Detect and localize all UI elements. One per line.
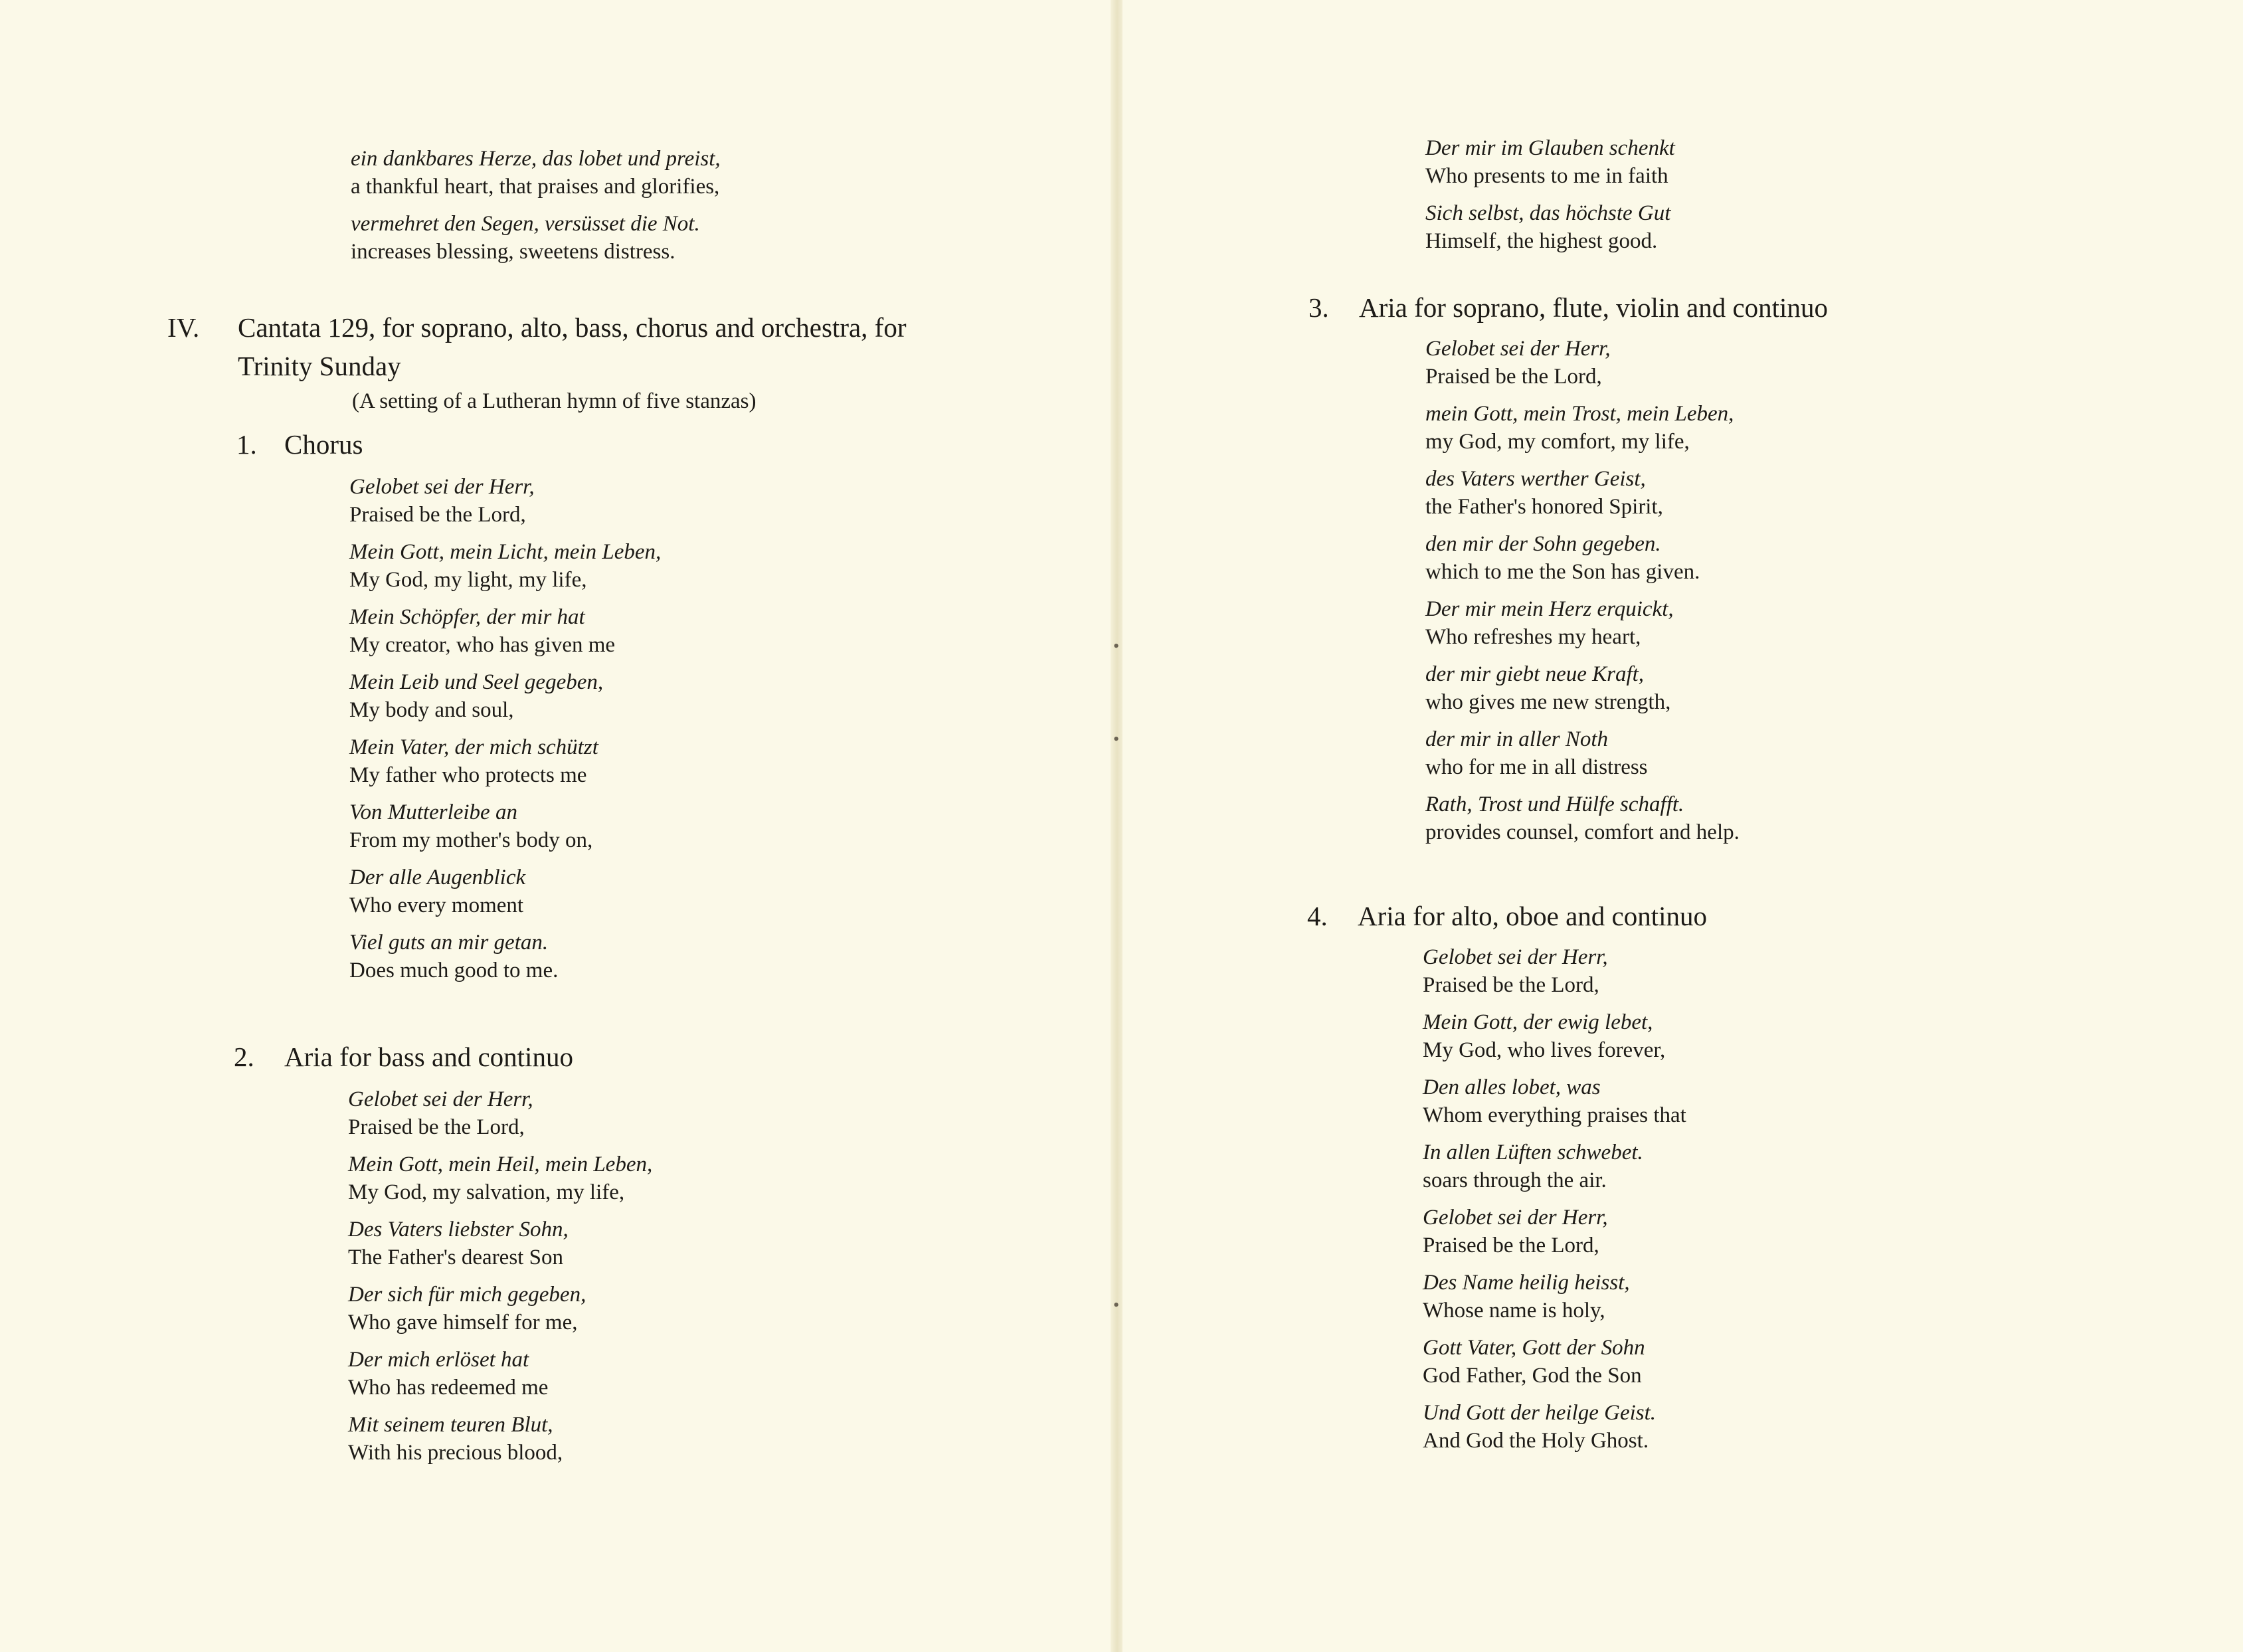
english-line: Who gave himself for me, [348, 1311, 578, 1334]
english-line: increases blessing, sweetens distress. [351, 240, 675, 264]
section2-title: Aria for bass and continuo [284, 1042, 573, 1072]
german-line: den mir der Sohn gegeben. [1425, 532, 1661, 556]
section3-verses [1425, 335, 1740, 856]
gutter-mark: • [1113, 636, 1120, 656]
verse-pair [348, 1085, 652, 1141]
english-line: soars through the air. [1423, 1168, 1607, 1192]
english-line: Whom everything praises that [1423, 1103, 1686, 1127]
german-line: Der mir im Glauben schenkt [1425, 136, 1675, 160]
cantata-numeral: IV. [167, 312, 200, 343]
section1-verses [349, 473, 661, 994]
english-line: Praised be the Lord, [1425, 365, 1602, 389]
english-line: my God, my comfort, my life, [1425, 430, 1690, 454]
english-line: Praised be the Lord, [348, 1115, 525, 1139]
verse-pair [1423, 1269, 1686, 1325]
german-line: Gott Vater, Gott der Sohn [1423, 1336, 1645, 1360]
verse-pair [349, 864, 661, 919]
verse-pair [1423, 1139, 1686, 1194]
verse-pair [1425, 725, 1740, 781]
german-line: Und Gott der heilge Geist. [1423, 1401, 1657, 1425]
english-line: who for me in all distress [1425, 755, 1648, 779]
german-line: Den alles lobet, was [1423, 1075, 1601, 1099]
german-line: Mein Gott, mein Heil, mein Leben, [348, 1152, 653, 1176]
verse-pair [349, 473, 661, 529]
english-line: Himself, the highest good. [1425, 229, 1658, 253]
german-line: Sich selbst, das höchste Gut [1425, 201, 1671, 225]
verse-pair [1423, 1204, 1686, 1259]
german-line: Mein Leib und Seel gegeben, [349, 670, 604, 694]
german-line: Mit seinem teuren Blut, [348, 1413, 553, 1437]
verse-pair [1423, 1008, 1686, 1064]
verse-pair [351, 210, 721, 266]
section2-verses [348, 1085, 652, 1476]
verse-pair [1423, 1334, 1686, 1390]
german-line: Mein Gott, der ewig lebet, [1423, 1010, 1653, 1034]
verse-pair [348, 1346, 652, 1402]
english-line: Who has redeemed me [348, 1376, 549, 1400]
section3-title: Aria for soprano, flute, violin and continuo [1359, 292, 1828, 323]
german-line: In allen Lüften schwebet. [1423, 1141, 1643, 1164]
verse-pair [1425, 530, 1740, 586]
german-line: des Vaters werther Geist, [1425, 467, 1646, 491]
german-line: Gelobet sei der Herr, [1425, 337, 1611, 361]
verse-pair [348, 1281, 652, 1336]
english-line: Praised be the Lord, [1423, 1234, 1599, 1257]
german-line: vermehret den Segen, versüsset die Not. [351, 212, 700, 236]
english-line: the Father's honored Spirit, [1425, 495, 1663, 519]
english-line: which to me the Son has given. [1425, 560, 1700, 584]
german-line: Viel guts an mir getan. [349, 931, 549, 955]
english-line: My God, my salvation, my life, [348, 1180, 625, 1204]
german-line: Des Vaters liebster Sohn, [348, 1218, 569, 1241]
german-line: Gelobet sei der Herr, [349, 475, 535, 499]
english-line: Who every moment [349, 893, 524, 917]
verse-pair [1425, 660, 1740, 716]
german-line: der mir giebt neue Kraft, [1425, 662, 1645, 686]
section3-number: 3. [1308, 292, 1329, 323]
gutter-mark: • [1113, 729, 1120, 749]
verse-pair [349, 929, 661, 984]
english-line: who gives me new strength, [1425, 690, 1671, 714]
intro-verses [351, 145, 721, 275]
german-line: ein dankbares Herze, das lobet und preist, [351, 147, 721, 171]
verse-pair [1425, 199, 1675, 255]
english-line: My father who protects me [349, 763, 587, 787]
german-line: Mein Schöpfer, der mir hat [349, 605, 585, 629]
english-line: My body and soul, [349, 698, 514, 722]
verse-pair [349, 798, 661, 854]
english-line: Whose name is holy, [1423, 1299, 1605, 1323]
english-line: provides counsel, comfort and help. [1425, 820, 1740, 844]
english-line: With his precious blood, [348, 1441, 563, 1465]
german-line: Der mich erlöset hat [348, 1348, 529, 1372]
verse-pair [349, 538, 661, 594]
verse-pair [348, 1216, 652, 1271]
section1-number: 1. [236, 429, 257, 460]
verse-pair [1423, 943, 1686, 999]
section4-title: Aria for alto, oboe and continuo [1358, 901, 1708, 931]
german-line: Der alle Augenblick [349, 866, 526, 889]
english-line: My God, who lives forever, [1423, 1038, 1666, 1062]
gutter-mark: • [1113, 1295, 1120, 1315]
german-line: Von Mutterleibe an [349, 800, 517, 824]
verse-pair [351, 145, 721, 201]
english-line: My God, my light, my life, [349, 568, 587, 592]
verse-pair [1425, 400, 1740, 456]
cantata-title-line1: Cantata 129, for soprano, alto, bass, chorus and orchestra, for [238, 312, 907, 343]
section4-number: 4. [1307, 901, 1328, 931]
verse-pair [1425, 465, 1740, 521]
verse-pair [349, 733, 661, 789]
german-line: Mein Gott, mein Licht, mein Leben, [349, 540, 662, 564]
verse-pair [348, 1150, 652, 1206]
section1-title: Chorus [284, 429, 363, 460]
english-line: Who refreshes my heart, [1425, 625, 1641, 649]
german-line: Der sich für mich gegeben, [348, 1283, 586, 1307]
cantata-title-line2: Trinity Sunday [238, 351, 401, 381]
english-line: My creator, who has given me [349, 633, 616, 657]
verse-pair [348, 1411, 652, 1467]
english-line: From my mother's body on, [349, 828, 593, 852]
german-line: mein Gott, mein Trost, mein Leben, [1425, 402, 1734, 426]
section4-verses [1423, 943, 1686, 1464]
verse-pair [1425, 335, 1740, 391]
verse-pair [349, 603, 661, 659]
verse-pair [349, 668, 661, 724]
english-line: And God the Holy Ghost. [1423, 1429, 1649, 1453]
english-line: a thankful heart, that praises and glorifies, [351, 175, 720, 199]
german-line: der mir in aller Noth [1425, 727, 1609, 751]
cantata-note: (A setting of a Lutheran hymn of five stanzas) [352, 389, 757, 413]
verse-pair [1425, 790, 1740, 846]
verse-pair [1423, 1073, 1686, 1129]
german-line: Des Name heilig heisst, [1423, 1271, 1630, 1295]
verse-pair [1423, 1399, 1686, 1455]
english-line: The Father's dearest Son [348, 1245, 563, 1269]
english-line: Praised be the Lord, [349, 503, 526, 527]
english-line: Does much good to me. [349, 959, 559, 982]
english-line: Who presents to me in faith [1425, 164, 1668, 188]
continued-verses [1425, 134, 1675, 264]
english-line: God Father, God the Son [1423, 1364, 1642, 1388]
german-line: Gelobet sei der Herr, [348, 1087, 533, 1111]
german-line: Rath, Trost und Hülfe schafft. [1425, 792, 1684, 816]
verse-pair [1425, 595, 1740, 651]
german-line: Der mir mein Herz erquickt, [1425, 597, 1674, 621]
english-line: Praised be the Lord, [1423, 973, 1599, 997]
german-line: Gelobet sei der Herr, [1423, 1206, 1608, 1230]
section2-number: 2. [234, 1042, 254, 1072]
verse-pair [1425, 134, 1675, 190]
german-line: Gelobet sei der Herr, [1423, 945, 1608, 969]
german-line: Mein Vater, der mich schützt [349, 735, 598, 759]
